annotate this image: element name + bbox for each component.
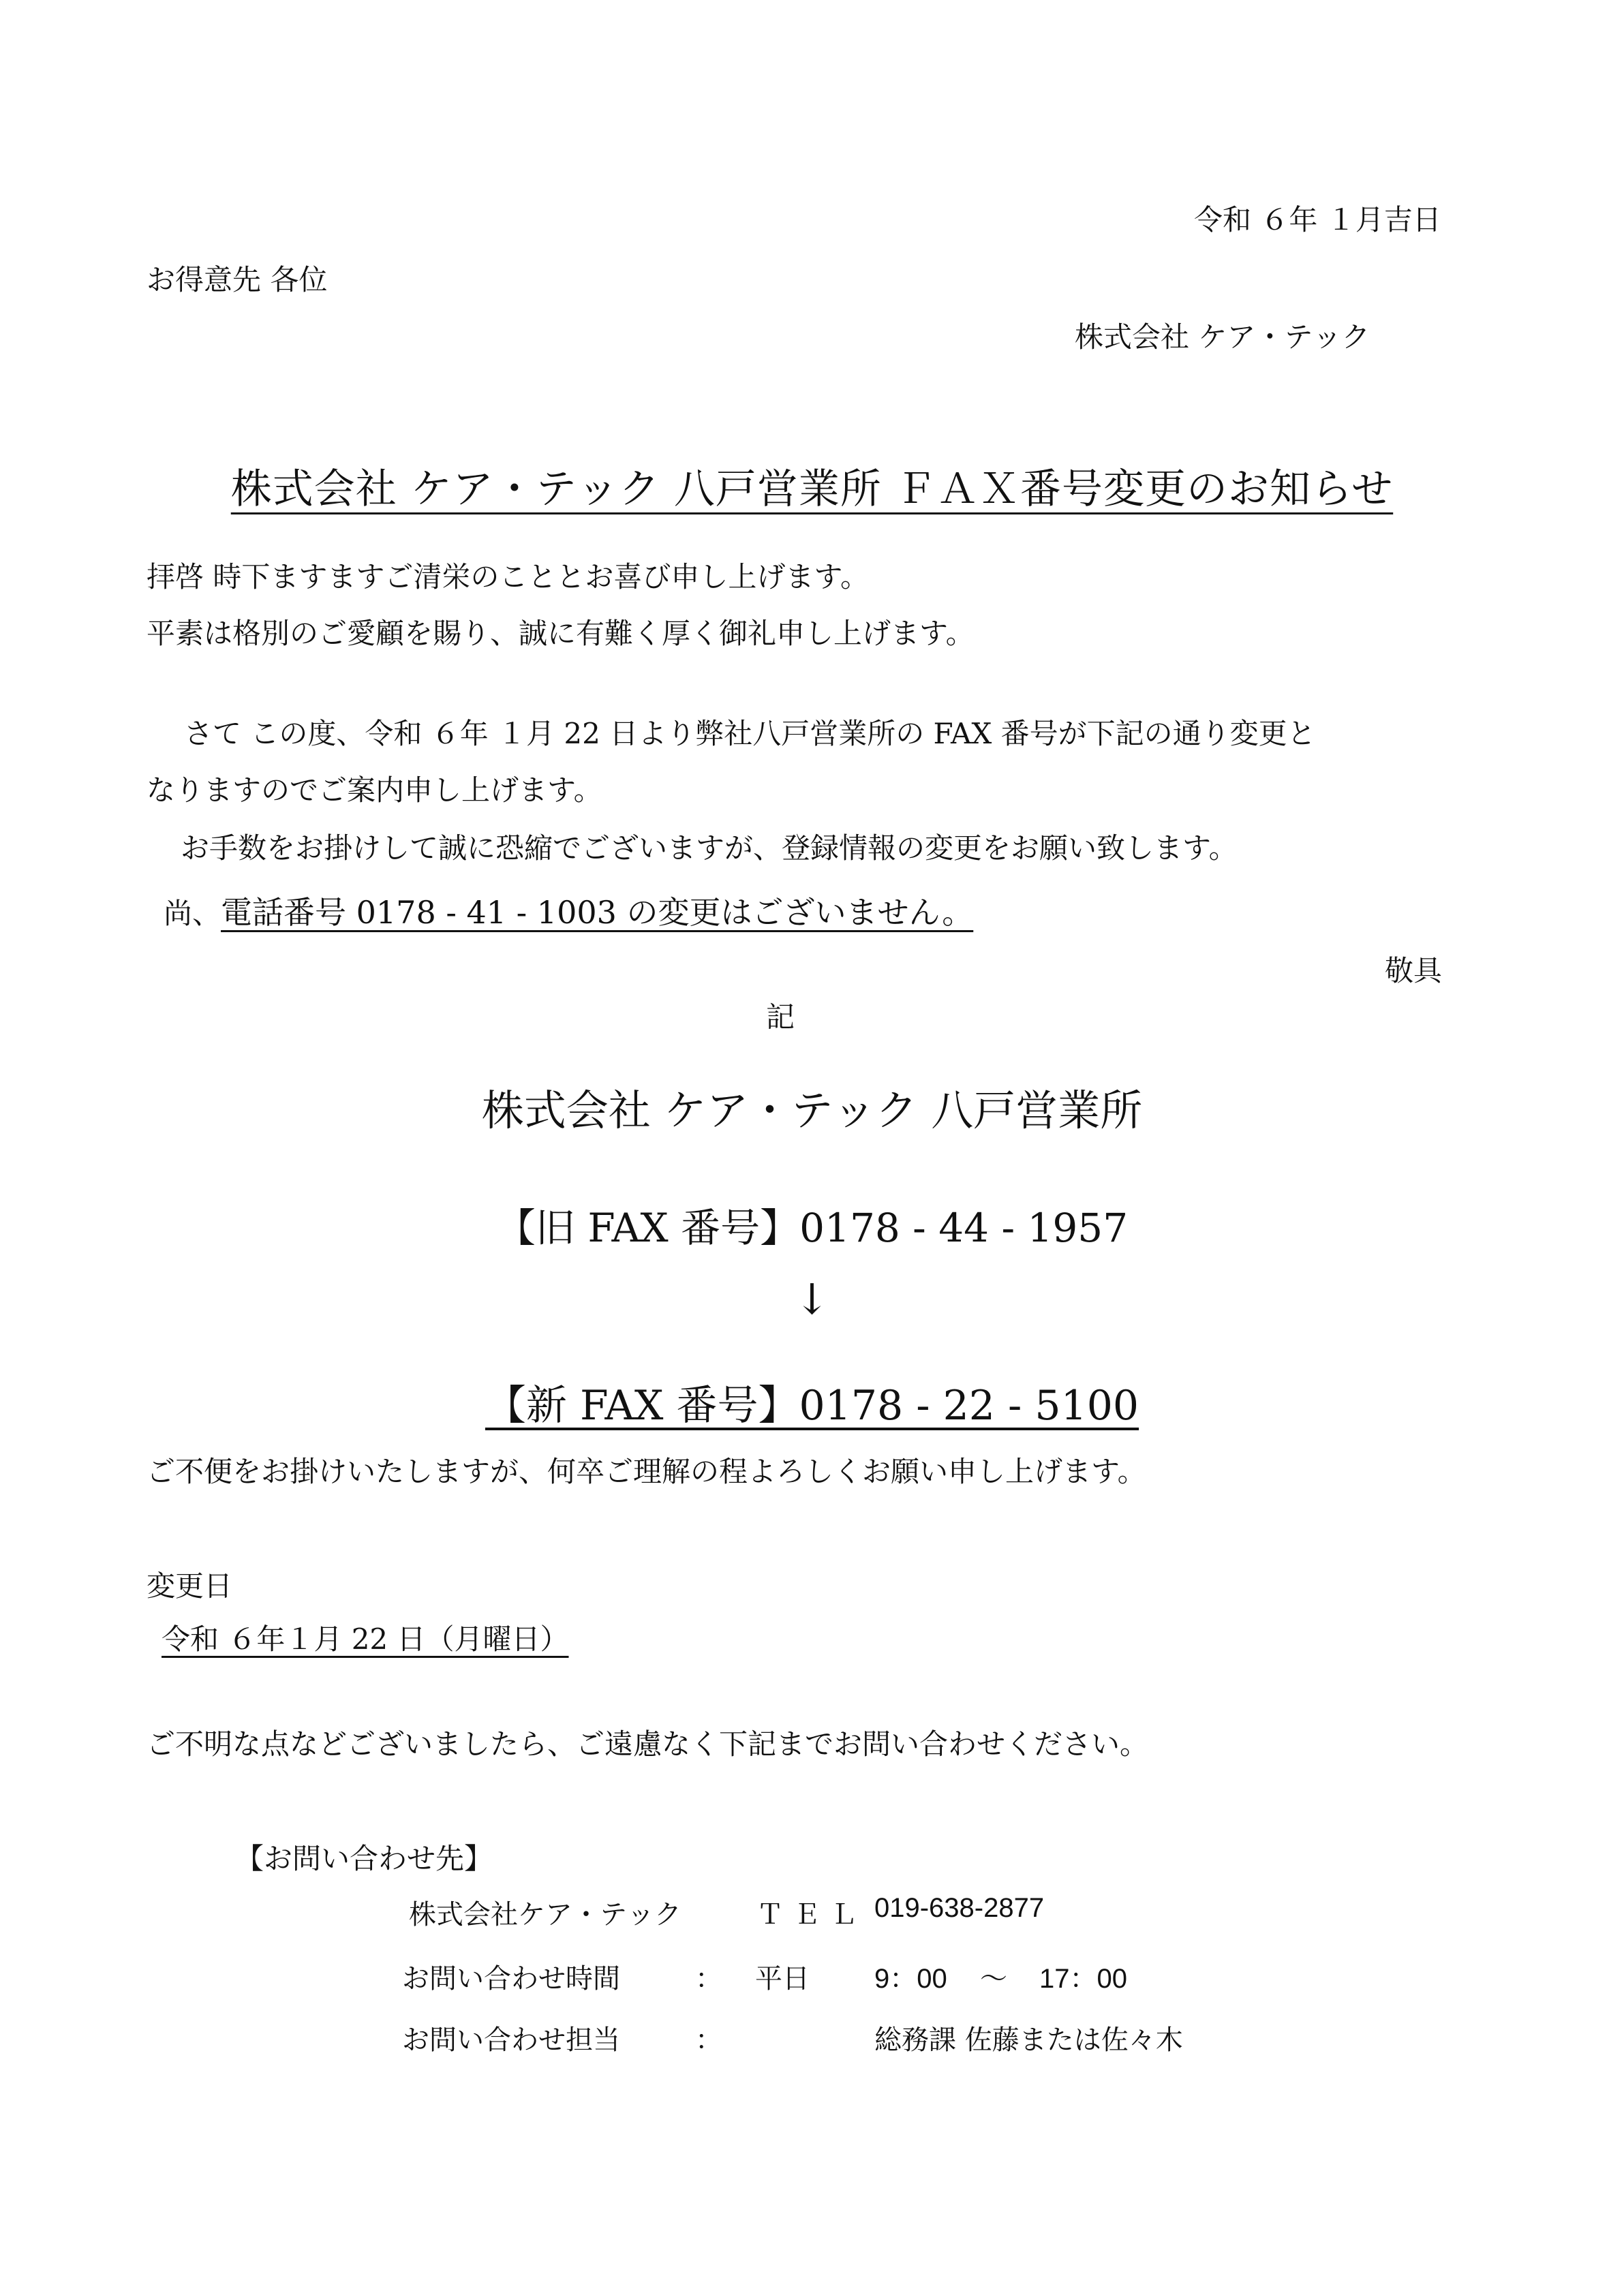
contact-note: ご不明な点などございましたら、ご遠慮なく下記までお問い合わせください。	[147, 1727, 1149, 1761]
contact-staff-label: お問い合わせ担当	[402, 2024, 620, 2056]
notice-line-2: なりますのでご案内申し上げます。	[147, 773, 602, 807]
contact-hours-days: 平日	[755, 1963, 810, 1994]
document-title-text: 株式会社 ケア・テック 八戸営業所 ＦＡＸ番号変更のお知らせ	[230, 465, 1394, 513]
recipient: お得意先 各位	[147, 263, 328, 296]
contact-tel-number: 019-638-2877	[874, 1893, 1045, 1923]
sender: 株式会社 ケア・テック	[1075, 320, 1370, 354]
apology-line: ご不便をお掛けいたしますが、何卒ご理解の程よろしくお願い申し上げます。	[147, 1455, 1146, 1488]
contact-staff-colon: ：	[695, 2024, 722, 2056]
phone-note-text: 電話番号 0178 - 41 - 1003 の変更はございません。	[221, 894, 974, 931]
greeting-line-1: 拝啓 時下ますますご清栄のこととお喜び申し上げます。	[147, 560, 869, 594]
new-fax-number	[0, 1373, 1624, 1432]
new-fax-number-text: 【新 FAX 番号】0178 - 22 - 5100	[485, 1382, 1139, 1430]
request-line: お手数をお掛けして誠に恐縮でございますが、登録情報の変更をお願い致します。	[181, 831, 1238, 865]
contact-hours-separator: ～	[980, 1963, 1007, 1994]
old-fax-number: 【旧 FAX 番号】0178 - 44 - 1957	[495, 1205, 1129, 1251]
change-date-label: 変更日	[147, 1569, 233, 1603]
contact-hours-colon: ：	[695, 1963, 722, 1994]
office-name: 株式会社 ケア・テック 八戸営業所	[481, 1085, 1143, 1135]
contact-staff-value: 総務課 佐藤または佐々木	[874, 2024, 1183, 2056]
notice-line-1: さて この度、令和 ６年 １月 22 日より弊社八戸営業所の FAX 番号が下記の通り変更と	[184, 717, 1316, 750]
contact-tel-label: ＴＥＬ	[756, 1899, 867, 1930]
phone-unchanged-note	[164, 888, 973, 933]
closing-keigu: 敬具	[1385, 954, 1443, 987]
contact-hours-end: 17：00	[1039, 1964, 1127, 1994]
contact-hours-label: お問い合わせ時間	[402, 1963, 620, 1994]
issue-date: 令和 ６年 １月吉日	[1194, 203, 1441, 236]
ki-mark: 記	[766, 1000, 795, 1034]
greeting-line-2: 平素は格別のご愛顧を賜り、誠に有難く厚く御礼申し上げます。	[147, 617, 975, 650]
change-date-value: 令和 ６年１月 22 日（月曜日）	[162, 1622, 569, 1656]
contact-heading: 【お問い合わせ先】	[235, 1842, 493, 1875]
contact-company: 株式会社ケア・テック	[409, 1899, 681, 1930]
phone-note-lead: 尚、	[164, 897, 221, 930]
down-arrow-icon: ↓	[794, 1274, 830, 1324]
document-title	[0, 457, 1624, 515]
contact-hours-start: 9：00	[874, 1964, 947, 1994]
